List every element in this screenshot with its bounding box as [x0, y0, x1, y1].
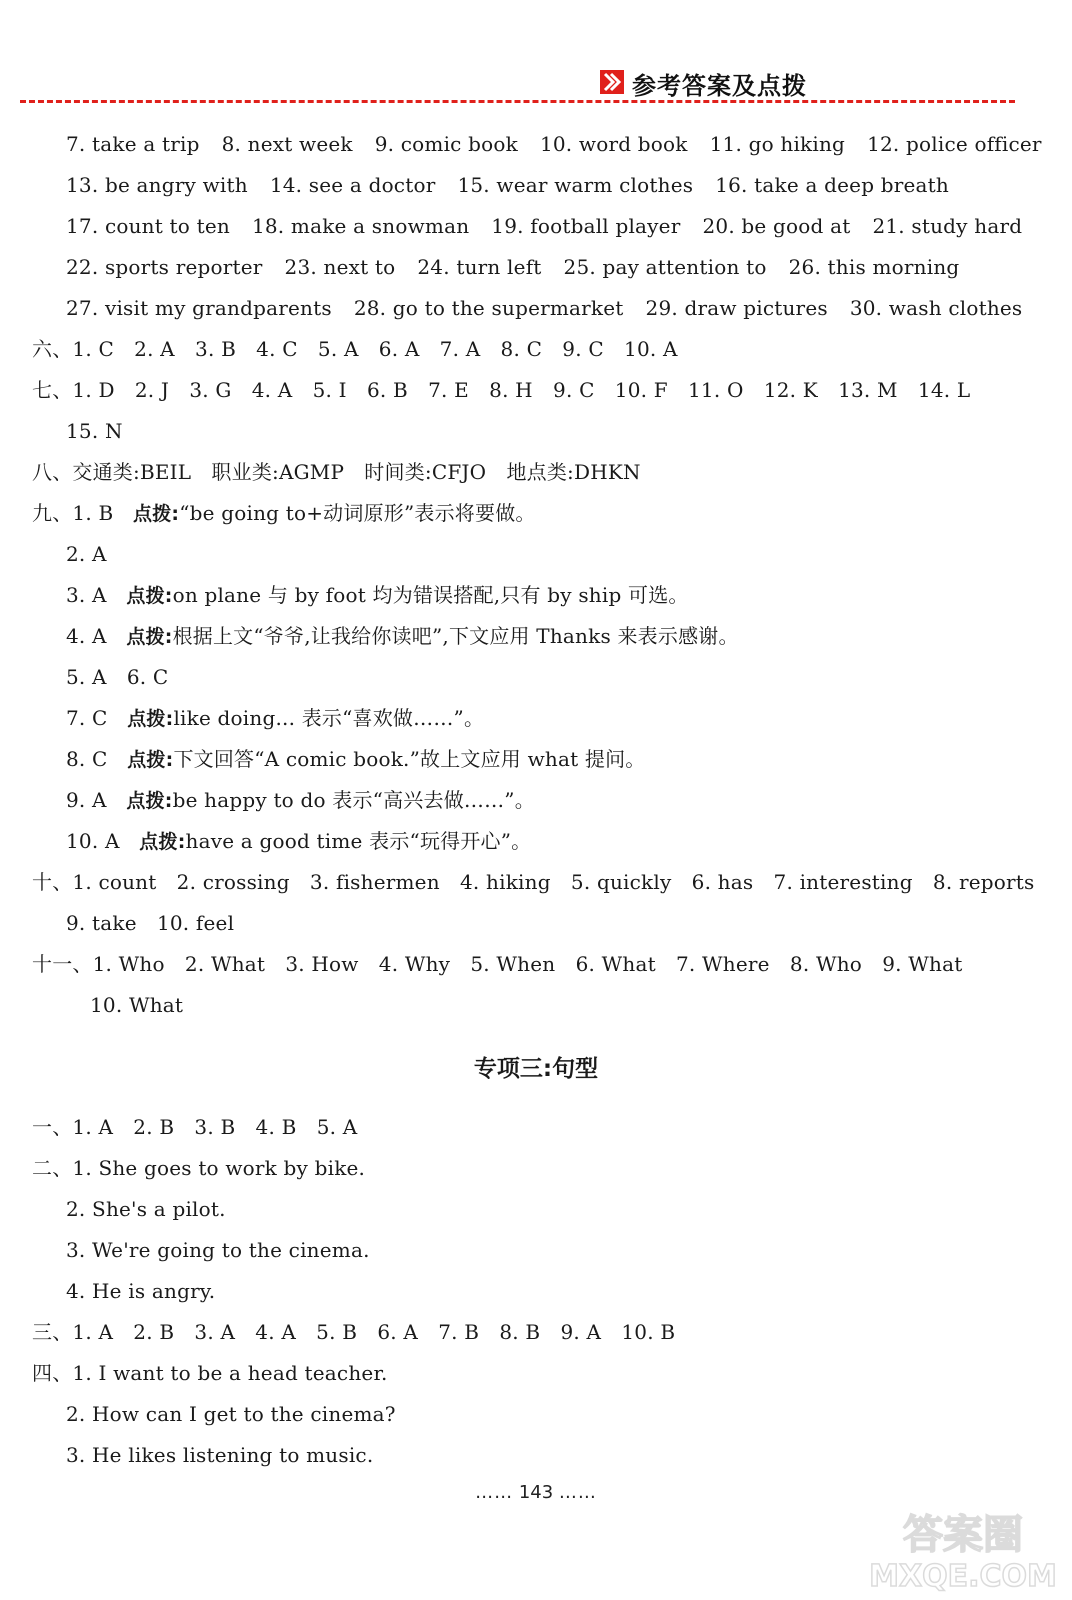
phrase-row	[66, 254, 981, 280]
tip-text: on plane 与 by foot 均为错误搭配,只有 by ship 可选。	[172, 583, 689, 607]
phrase-row	[66, 213, 1044, 239]
phrase-item: 30. wash clothes	[849, 296, 1023, 320]
phrase-item: 22. sports reporter	[66, 255, 263, 279]
phrase-item: 9. comic book	[374, 132, 518, 156]
phrase-item: 26. this morning	[788, 255, 960, 279]
phrase-item: 12. police officer	[867, 132, 1042, 156]
footer-dots-right: ……	[558, 1482, 597, 1503]
tip-label: 点拨:	[126, 790, 173, 812]
answer-q9-row	[66, 664, 168, 690]
phrase-item: 20. be good at	[702, 214, 851, 238]
watermark-text-1: 答案圈	[903, 1512, 1023, 1558]
phrase-item: 18. make a snowman	[251, 214, 470, 238]
answer-key: 2. A	[66, 542, 107, 566]
phrase-item: 10. word book	[539, 132, 688, 156]
answer-q9-row	[66, 623, 739, 650]
phrase-item: 28. go to the supermarket	[353, 296, 624, 320]
section3-q4-line: 3. He likes listening to music.	[66, 1443, 374, 1467]
section3-q1: 一、1. A 2. B 3. B 4. B 5. A	[32, 1115, 358, 1139]
section3-q4-line: 2. How can I get to the cinema?	[66, 1402, 396, 1426]
tip-text: be happy to do 表示“高兴去做……”。	[172, 788, 535, 812]
phrase-item: 29. draw pictures	[645, 296, 828, 320]
tip-text: like doing... 表示“喜欢做……”。	[173, 706, 485, 730]
answer-q9-row	[66, 582, 689, 609]
section-title: 专项三:句型	[473, 1056, 599, 1082]
phrase-item: 14. see a doctor	[269, 173, 436, 197]
phrase-row	[66, 131, 1064, 157]
answer-q9-row	[32, 500, 536, 527]
answer-key: 9. A	[66, 788, 107, 812]
tip-text: have a good time 表示“玩得开心”。	[185, 829, 532, 853]
answer-q9-row	[66, 541, 107, 567]
answer-key: 3. A	[66, 583, 107, 607]
answer-q11: 十一、1. Who 2. What 3. How 4. Why 5. When 6. What 7. Where 8. Who 9. What	[32, 952, 963, 976]
answer-q10: 十、1. count 2. crossing 3. fishermen 4. hiking 5. quickly 6. has 7. interesting 8. reports	[32, 870, 1035, 894]
tip-label: 点拨:	[127, 749, 174, 771]
answer-key: 7. C	[66, 706, 108, 730]
answer-key: 4. A	[66, 624, 107, 648]
tip-text: 下文回答“A comic book.”故上文应用 what 提问。	[173, 747, 646, 771]
answer-key: 10. A	[66, 829, 120, 853]
section3-q2-line: 二、1. She goes to work by bike.	[32, 1156, 366, 1180]
answer-q9-row	[66, 746, 646, 773]
section3-q2-line: 4. He is angry.	[66, 1279, 216, 1303]
section3-q2-line: 3. We're going to the cinema.	[66, 1238, 370, 1262]
answer-q11-cont: 10. What	[90, 993, 184, 1017]
answer-q8: 八、交通类:BEIL 职业类:AGMP 时间类:CFJO 地点类:DHKN	[32, 460, 641, 484]
header-title: 参考答案及点拨	[632, 72, 807, 100]
footer-dots-left: ……	[475, 1482, 514, 1503]
tip-label: 点拨:	[133, 503, 180, 525]
answer-q7: 七、1. D 2. J 3. G 4. A 5. I 6. B 7. E 8. H 9. C 10. F 11. O 12. K 13. M 14. L	[32, 378, 971, 402]
phrase-item: 13. be angry with	[66, 173, 248, 197]
tip-label: 点拨:	[126, 626, 173, 648]
phrase-item: 8. next week	[221, 132, 353, 156]
phrase-item: 19. football player	[491, 214, 681, 238]
tip-text: 根据上文“爷爷,让我给你读吧”,下文应用 Thanks 来表示感谢。	[172, 624, 739, 648]
phrase-item: 7. take a trip	[66, 132, 200, 156]
answer-q9-row	[66, 787, 535, 814]
tip-label: 点拨:	[127, 708, 174, 730]
page-number: 143	[518, 1482, 554, 1503]
answer-key: 九、1. B	[32, 501, 114, 525]
tip-label: 点拨:	[126, 585, 173, 607]
watermark-text-2: MXQE.COM	[869, 1559, 1057, 1594]
phrase-item: 25. pay attention to	[563, 255, 767, 279]
section3-q3: 三、1. A 2. B 3. A 4. A 5. B 6. A 7. B 8. B 9. A 10. B	[32, 1320, 676, 1344]
phrase-item: 11. go hiking	[709, 132, 846, 156]
phrase-item: 16. take a deep breath	[715, 173, 949, 197]
tip-text: “be going to+动词原形”表示将要做。	[179, 501, 536, 525]
answer-q9-row	[66, 705, 484, 732]
answer-q9-row	[66, 828, 531, 855]
answer-key: 8. C	[66, 747, 108, 771]
answer-key: 5. A 6. C	[66, 665, 169, 689]
answer-q6: 六、1. C 2. A 3. B 4. C 5. A 6. A 7. A 8. C 9. C 10. A	[32, 337, 678, 361]
phrase-row	[66, 295, 1044, 321]
phrase-item: 24. turn left	[417, 255, 542, 279]
section3-q2-line: 2. She's a pilot.	[66, 1197, 226, 1221]
answer-q7-cont: 15. N	[66, 419, 123, 443]
phrase-row	[66, 172, 971, 198]
phrase-item: 17. count to ten	[66, 214, 230, 238]
watermark-logo	[868, 1500, 1058, 1595]
phrase-item: 21. study hard	[872, 214, 1023, 238]
phrase-item: 23. next to	[284, 255, 396, 279]
phrase-item: 27. visit my grandparents	[66, 296, 332, 320]
section3-q4-line: 四、1. I want to be a head teacher.	[32, 1361, 388, 1385]
phrase-item: 15. wear warm clothes	[457, 173, 694, 197]
answer-q10-cont: 9. take 10. feel	[66, 911, 235, 935]
tip-label: 点拨:	[139, 831, 186, 853]
